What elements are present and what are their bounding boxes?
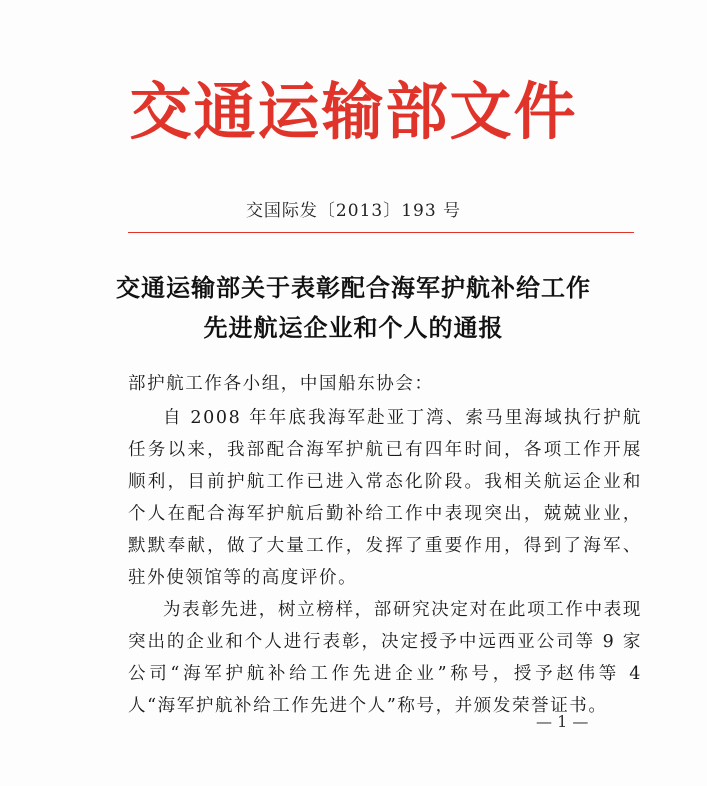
document-title <box>0 268 707 348</box>
document-body <box>128 368 642 722</box>
document-issuer-header: 交通运输部文件 <box>129 75 578 148</box>
document-title-line-2: 先进航运企业和个人的通报 <box>203 313 504 342</box>
body-paragraph-2: 为表彰先进，树立榜样，部研究决定对在此项工作中表现突出的企业和个人进行表彰，决定授予中远西亚公司等 9 家公司“海军护航补给工作先进企业”称号，授予赵伟等 4 人“海军护航补给工作先进个人”称号，并颁发荣誉证书。 <box>128 600 642 716</box>
header-divider <box>128 232 634 233</box>
page-number: — 1 — <box>536 712 589 731</box>
body-paragraph-1: 自 2008 年年底我海军赴亚丁湾、索马里海域执行护航任务以来，我部配合海军护航已有四年时间，各项工作开展顺利，目前护航工作已进入常态化阶段。我相关航运企业和个人在配合海军护航后勤补给工作中表现突出，兢兢业业，默默奉献，做了大量工作，发挥了重要作用，得到了海军、驻外使领馆等的高度评价。 <box>128 408 642 588</box>
salutation: 部护航工作各小组，中国船东协会： <box>128 374 434 394</box>
document-number: 交国际发〔2013〕193 号 <box>245 201 462 221</box>
document-title-line-1: 交通运输部关于表彰配合海军护航补给工作 <box>116 273 591 302</box>
